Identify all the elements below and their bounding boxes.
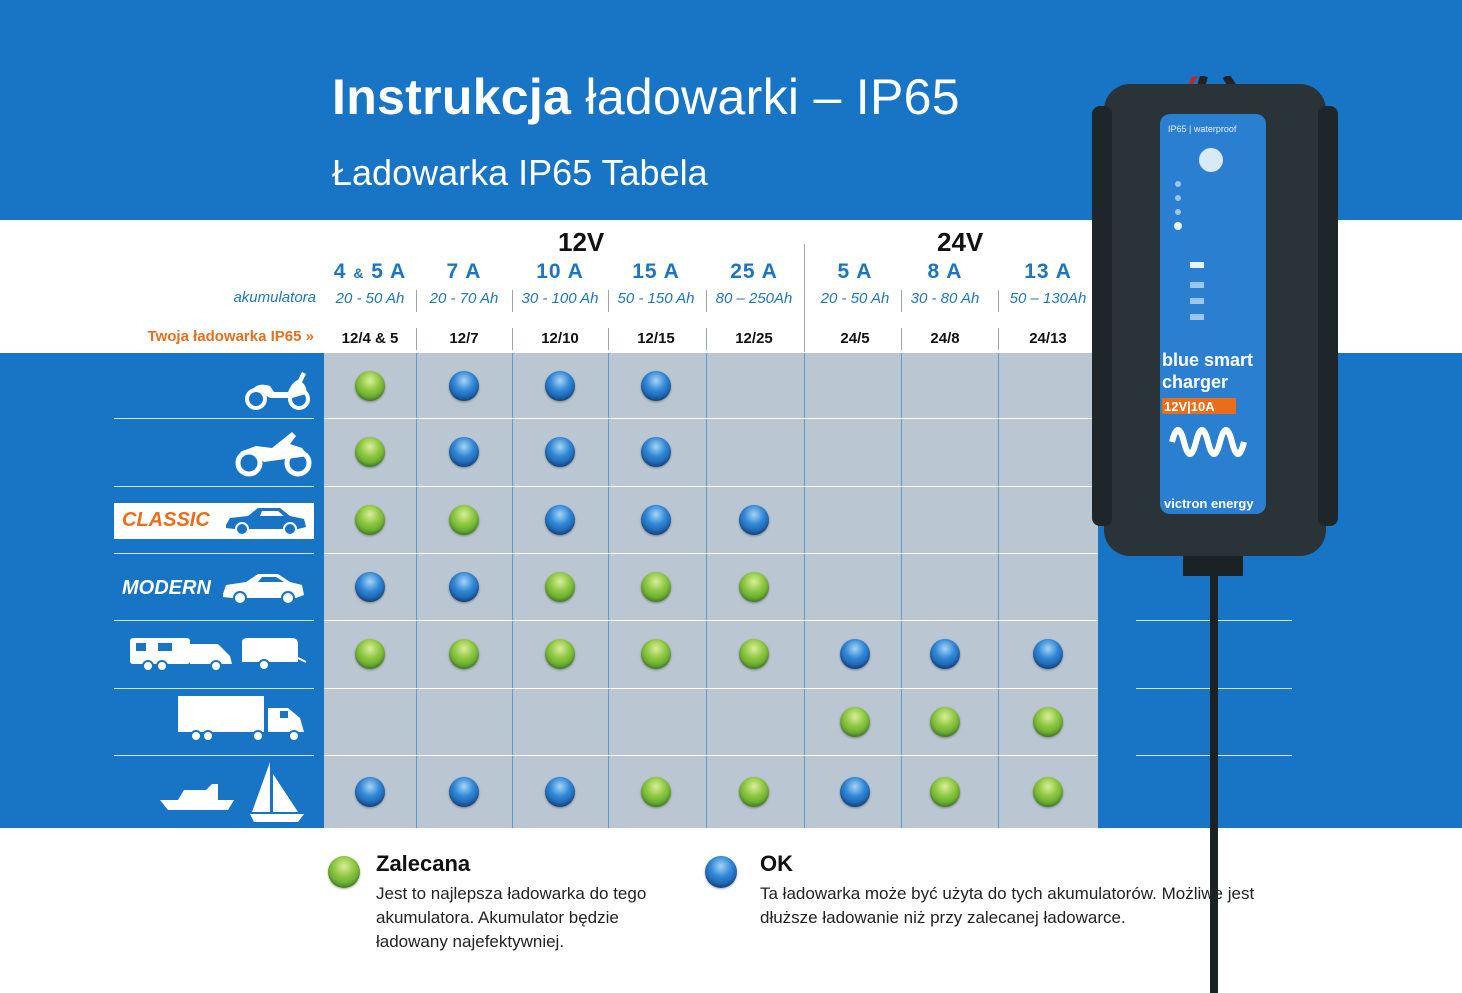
grid-row-line bbox=[324, 620, 1098, 621]
charger-cable bbox=[1210, 576, 1218, 993]
voltage-24v-heading: 24V bbox=[937, 227, 984, 257]
ok-legend-title: OK bbox=[760, 851, 793, 876]
grid-column-line bbox=[416, 353, 417, 828]
column-amps-0: 4 & 5 A bbox=[333, 260, 407, 283]
recommended-legend-title: Zalecana bbox=[376, 851, 471, 876]
column-capacity-1: 20 - 70 Ah bbox=[429, 290, 499, 307]
recommended-dot bbox=[840, 707, 870, 737]
column-capacity-6: 30 - 80 Ah bbox=[910, 290, 980, 307]
scooter-icon bbox=[244, 368, 312, 415]
header-separator bbox=[998, 290, 999, 312]
column-model-3: 12/15 bbox=[637, 330, 675, 347]
header-separator bbox=[608, 328, 609, 350]
column-capacity-5: 20 - 50 Ah bbox=[820, 290, 890, 307]
column-model-2: 12/10 bbox=[541, 330, 579, 347]
column-amps-1: 7 A bbox=[446, 260, 482, 283]
column-capacity-7: 50 – 130Ah bbox=[1009, 290, 1087, 307]
svg-text:12V|10A: 12V|10A bbox=[1164, 399, 1215, 414]
ok-dot bbox=[930, 639, 960, 669]
grid-column-line bbox=[804, 353, 805, 828]
ok-dot bbox=[355, 777, 385, 807]
grid-row-line bbox=[324, 418, 1098, 419]
row-divider bbox=[114, 486, 314, 487]
header-separator bbox=[706, 328, 707, 350]
truck-icon bbox=[176, 694, 308, 749]
ok-dot bbox=[449, 371, 479, 401]
svg-text:charger: charger bbox=[1162, 372, 1229, 392]
row-divider bbox=[114, 553, 314, 554]
header-separator bbox=[998, 328, 999, 350]
ok-dot bbox=[545, 505, 575, 535]
row-divider bbox=[114, 620, 314, 621]
recommended-dot bbox=[355, 505, 385, 535]
recommended-dot bbox=[545, 572, 575, 602]
header-separator bbox=[901, 290, 902, 312]
grid-row-line bbox=[324, 553, 1098, 554]
ok-dot bbox=[545, 437, 575, 467]
column-amps-3: 15 A bbox=[632, 260, 680, 283]
page-subtitle: Ładowarka IP65 Tabela bbox=[332, 152, 708, 193]
row-divider bbox=[114, 755, 314, 756]
recommended-legend-text: Jest to najlepsza ładowarka do tego akumulatora. Akumulator będzie ładowany najefektywniej. bbox=[376, 884, 647, 951]
recommended-dot bbox=[641, 572, 671, 602]
column-model-7: 24/13 bbox=[1029, 330, 1067, 347]
ok-dot bbox=[641, 505, 671, 535]
modern-row-label: MODERN bbox=[122, 577, 211, 599]
recommended-dot bbox=[1033, 707, 1063, 737]
table-grid bbox=[324, 353, 1098, 828]
header-separator bbox=[512, 328, 513, 350]
recommended-dot bbox=[355, 639, 385, 669]
row-divider bbox=[114, 418, 314, 419]
page-title: Instrukcja ładowarki – IP65 bbox=[332, 69, 960, 125]
ok-dot bbox=[840, 639, 870, 669]
grid-column-line bbox=[901, 353, 902, 828]
classic-car-icon bbox=[222, 505, 308, 542]
motorcycle-icon bbox=[234, 430, 314, 483]
grid-column-line bbox=[512, 353, 513, 828]
column-capacity-0: 20 - 50 Ah bbox=[335, 290, 405, 307]
recommended-legend-icon bbox=[328, 856, 360, 888]
ok-dot bbox=[355, 572, 385, 602]
recommended-dot bbox=[355, 371, 385, 401]
charger-device-image bbox=[1086, 76, 1340, 576]
column-capacity-3: 50 - 150 Ah bbox=[617, 290, 695, 307]
voltage-12v-heading: 12V bbox=[558, 227, 605, 257]
akumulatora-label: akumulatora bbox=[233, 289, 316, 306]
header-separator bbox=[608, 290, 609, 312]
classic-row-label: CLASSIC bbox=[122, 509, 210, 531]
ok-dot bbox=[449, 437, 479, 467]
header-separator bbox=[706, 290, 707, 312]
row-divider bbox=[114, 688, 314, 689]
grid-row-line bbox=[324, 688, 1098, 689]
recommended-dot bbox=[1033, 777, 1063, 807]
header-separator bbox=[416, 328, 417, 350]
recommended-dot bbox=[545, 639, 575, 669]
column-amps-7: 13 A bbox=[1024, 260, 1072, 283]
ok-dot bbox=[840, 777, 870, 807]
ok-dot bbox=[641, 371, 671, 401]
ok-dot bbox=[1033, 639, 1063, 669]
recommended-dot bbox=[449, 639, 479, 669]
column-amps-5: 5 A bbox=[837, 260, 873, 283]
recommended-dot bbox=[739, 639, 769, 669]
column-model-4: 12/25 bbox=[735, 330, 773, 347]
ok-legend-text: Ta ładowarka może być użyta do tych akumulatorów. Możliwe jest dłuższe ładowanie niż przy zalecanej ładowarce. bbox=[760, 884, 1255, 927]
ok-dot bbox=[545, 371, 575, 401]
column-amps-4: 25 A bbox=[730, 260, 778, 283]
recommended-dot bbox=[355, 437, 385, 467]
ok-legend-icon bbox=[705, 856, 737, 888]
recommended-dot bbox=[449, 505, 479, 535]
boat-icon bbox=[158, 760, 306, 829]
column-model-0: 12/4 & 5 bbox=[341, 330, 399, 347]
header-separator bbox=[416, 290, 417, 312]
recommended-dot bbox=[739, 572, 769, 602]
column-amps-2: 10 A bbox=[536, 260, 584, 283]
column-capacity-2: 30 - 100 Ah bbox=[521, 290, 599, 307]
svg-text:blue smart: blue smart bbox=[1162, 350, 1254, 370]
header-separator bbox=[512, 290, 513, 312]
ok-dot bbox=[545, 777, 575, 807]
column-amps-6: 8 A bbox=[927, 260, 963, 283]
grid-column-line bbox=[706, 353, 707, 828]
caravan-icon bbox=[128, 634, 308, 679]
modern-car-icon bbox=[220, 570, 306, 611]
ok-dot bbox=[449, 572, 479, 602]
ok-dot bbox=[449, 777, 479, 807]
grid-row-line bbox=[324, 486, 1098, 487]
grid-column-line bbox=[998, 353, 999, 828]
column-model-1: 12/7 bbox=[449, 330, 479, 347]
grid-column-line bbox=[608, 353, 609, 828]
recommended-dot bbox=[641, 777, 671, 807]
column-model-5: 24/5 bbox=[840, 330, 870, 347]
svg-text:victron energy: victron energy bbox=[1164, 496, 1254, 511]
header-separator bbox=[901, 328, 902, 350]
recommended-dot bbox=[930, 707, 960, 737]
ok-dot bbox=[641, 437, 671, 467]
recommended-dot bbox=[641, 639, 671, 669]
svg-text:IP65 | waterproof: IP65 | waterproof bbox=[1168, 124, 1237, 134]
recommended-dot bbox=[930, 777, 960, 807]
column-capacity-4: 80 – 250Ah bbox=[715, 290, 793, 307]
recommended-dot bbox=[739, 777, 769, 807]
ok-dot bbox=[739, 505, 769, 535]
voltage-divider bbox=[804, 244, 805, 352]
twoja-ladowarka-label: Twoja ładowarka IP65 » bbox=[147, 328, 314, 345]
column-model-6: 24/8 bbox=[930, 330, 960, 347]
grid-row-line bbox=[324, 755, 1098, 756]
